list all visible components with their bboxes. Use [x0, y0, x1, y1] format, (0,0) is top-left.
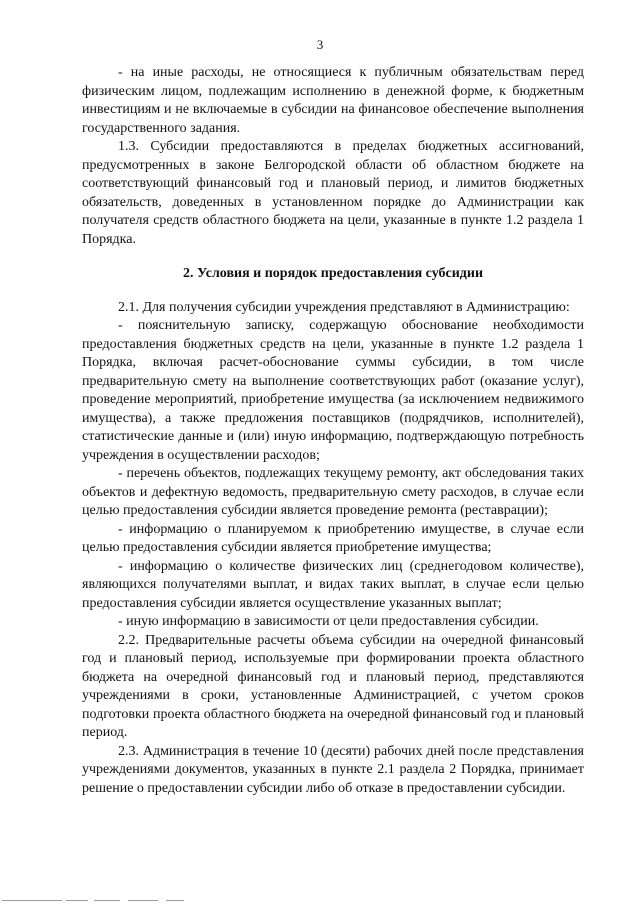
paragraph-individuals-info: - информацию о количестве физических лиц (среднегодовом количестве), являющихся получателями выплат, и видах таких выплат, в случае если целью предоставления субсидии является осуществление указанных выплат;: [82, 558, 584, 611]
scan-artifact-bottom-line: [0, 897, 640, 905]
paragraph-2-3: 2.3. Администрация в течение 10 (десяти) рабочих дней после представления учреждениями документов, указанных в пункте 2.1 раздела 2 Порядка, принимает решение о предоставлении субсидии либо об отказе в предоставлении субсидии.: [82, 743, 584, 796]
document-body: [82, 64, 584, 798]
paragraph-repair-objects: - перечень объектов, подлежащих текущему ремонту, акт обследования таких объектов и дефектную ведомость, предварительную смету расходов, в случае если целью предоставления субсидии является проведение ремонта (реставрации);: [82, 466, 584, 518]
paragraph-explanatory-note: - пояснительную записку, содержащую обоснование необходимости предоставления бюджетных средств на цели, указанные в пункте 1.2 раздела 1 Порядка, включая расчет-обоснование суммы субсидии, в том числе предварительную смету на выполнение соответствующих работ (оказание услуг), проведение мероприятий, приобретение имущества (за исключением недвижимого имущества), а также предложения поставщиков (подрядчиков, исполнителей), статистические данные и (или) иную информацию, подтверждающую потребность учреждения в осуществлении расходов;: [82, 318, 584, 463]
paragraph-1-3: 1.3. Субсидии предоставляются в пределах бюджетных ассигнований, предусмотренных в законе Белгородской области об областном бюджете на соответствующий финансовый год и плановый период, и лимитов бюджетных обязательств, доведенных в установленном порядке до Администрации как получателя средств областного бюджета на цели, указанные в пункте 1.2 раздела 1 Порядка.: [82, 139, 584, 247]
paragraph-2-1: 2.1. Для получения субсидии учреждения представляют в Администрацию:: [118, 299, 570, 315]
paragraph-other-expenses: - на иные расходы, не относящиеся к публичным обязательствам перед физическим лицом, подлежащим исполнению в денежной форме, к бюджетным инвестициям и не включаемые в субсидии на финансовое обеспечение выполнения государственного задания.: [82, 65, 584, 136]
paragraph-other-info: - иную информацию в зависимости от цели предоставления субсидии.: [118, 614, 539, 629]
paragraph-2-2: 2.2. Предварительные расчеты объема субсидии на очередной финансовый год и плановый период, используемые при формировании проекта областного бюджета на очередной финансовый год и плановый период, представляются учреждениями в сроки, установленные Администрацией, с учетом сроков подготовки проекта областного бюджета на очередной финансовый год и плановый период.: [82, 632, 584, 740]
section-heading: 2. Условия и порядок предоставления субсидии: [182, 266, 484, 281]
paragraph-property-info: - информацию о планируемом к приобретению имуществе, в случае если целью предоставления субсидии является приобретение имущества;: [82, 521, 584, 555]
page-number: 3: [316, 37, 324, 52]
